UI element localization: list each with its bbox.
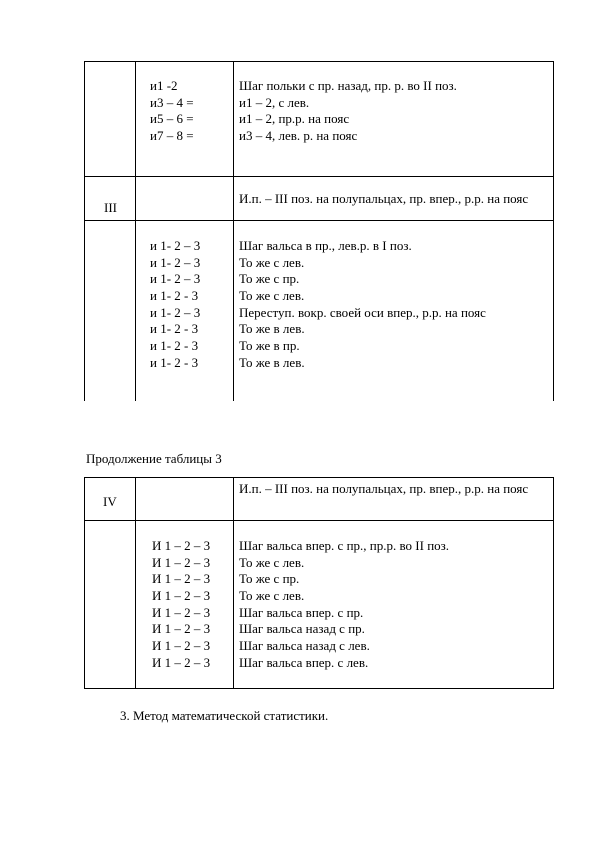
table-bottom-row-divider	[84, 520, 554, 521]
step-line: То же в лев.	[239, 354, 305, 370]
step-line: и1 – 2, с лев.	[239, 94, 310, 110]
count-line: и5 – 6 =	[150, 111, 194, 127]
step-line: То же с лев.	[239, 554, 305, 570]
step-line: Шаг вальса впер. с пр., пр.р. во II поз.	[239, 538, 450, 553]
count-line: и1 -2	[150, 78, 178, 93]
count-line: И 1 – 2 – 3	[152, 638, 211, 654]
step-line: Переступ. вокр. своей оси впер., р.р. на пояс	[239, 304, 486, 320]
step-line: и3 – 4, лев. р. на пояс	[239, 128, 358, 144]
step-line: То же с лев.	[239, 254, 305, 270]
table-top-border-left	[84, 61, 85, 401]
step-line: То же с лев.	[239, 588, 305, 604]
part-number: III	[104, 200, 117, 215]
start-position: И.п. – III поз. на полупальцах, пр. впер., р.р. на пояс	[239, 481, 529, 496]
step-line: Шаг вальса назад с лев.	[239, 638, 370, 654]
count-line: И 1 – 2 – 3	[152, 554, 211, 570]
table-bottom-border-right	[553, 477, 554, 689]
table-top-border-top	[84, 61, 554, 62]
step-line: Шаг польки с пр. назад, пр. р. во II поз.	[239, 78, 457, 93]
count-line: И 1 – 2 – 3	[152, 654, 211, 670]
count-line: и3 – 4 =	[150, 94, 194, 110]
count-line: и 1- 2 - 3	[150, 288, 199, 304]
count-line: И 1 – 2 – 3	[152, 621, 211, 637]
step-line: Шаг вальса впер. с лев.	[239, 654, 369, 670]
table-bottom-border-left	[84, 477, 85, 689]
part-number: IV	[103, 494, 117, 509]
count-line: И 1 – 2 – 3	[152, 538, 211, 553]
table-top-row-divider	[84, 220, 554, 221]
count-line: и 1- 2 – 3	[150, 238, 201, 253]
step-line: То же в лев.	[239, 321, 305, 337]
steps-cell	[239, 78, 457, 145]
step-line: То же с пр.	[239, 571, 300, 587]
table-top-column-divider	[233, 61, 234, 401]
table-bottom-column-divider	[135, 477, 136, 689]
step-line: То же с пр.	[239, 271, 300, 287]
table-top-column-divider	[135, 61, 136, 401]
count-line: и 1- 2 - 3	[150, 338, 199, 354]
steps-cell	[239, 238, 486, 372]
count-line: и 1- 2 – 3	[150, 254, 201, 270]
count-line: и 1- 2 – 3	[150, 271, 201, 287]
count-line: И 1 – 2 – 3	[152, 571, 211, 587]
counts-cell	[150, 78, 194, 145]
step-line: Шаг вальса впер. с пр.	[239, 604, 364, 620]
step-line: Шаг вальса в пр., лев.р. в I поз.	[239, 238, 412, 253]
counts-cell	[150, 238, 200, 372]
start-position: И.п. – III поз. на полупальцах, пр. впер., р.р. на пояс	[239, 191, 529, 206]
counts-cell	[152, 538, 210, 672]
table-bottom-border-top	[84, 477, 554, 478]
steps-cell	[239, 538, 449, 672]
count-line: И 1 – 2 – 3	[152, 588, 211, 604]
count-line: И 1 – 2 – 3	[152, 604, 211, 620]
table-bottom-column-divider	[233, 477, 234, 689]
table-bottom-border-bottom	[84, 688, 554, 689]
count-line: и 1- 2 - 3	[150, 354, 199, 370]
method-heading: 3. Метод математической статистики.	[120, 708, 329, 723]
step-line: и1 – 2, пр.р. на пояс	[239, 111, 350, 127]
table-top-row-divider	[84, 176, 554, 177]
count-line: и7 – 8 =	[150, 128, 194, 144]
step-line: Шаг вальса назад с пр.	[239, 621, 365, 637]
step-line: То же в пр.	[239, 338, 300, 354]
step-line: То же с лев.	[239, 288, 305, 304]
table-top-border-right	[553, 61, 554, 401]
table-continuation-caption: Продолжение таблицы 3	[86, 451, 222, 466]
count-line: и 1- 2 – 3	[150, 304, 201, 320]
count-line: и 1- 2 - 3	[150, 321, 199, 337]
